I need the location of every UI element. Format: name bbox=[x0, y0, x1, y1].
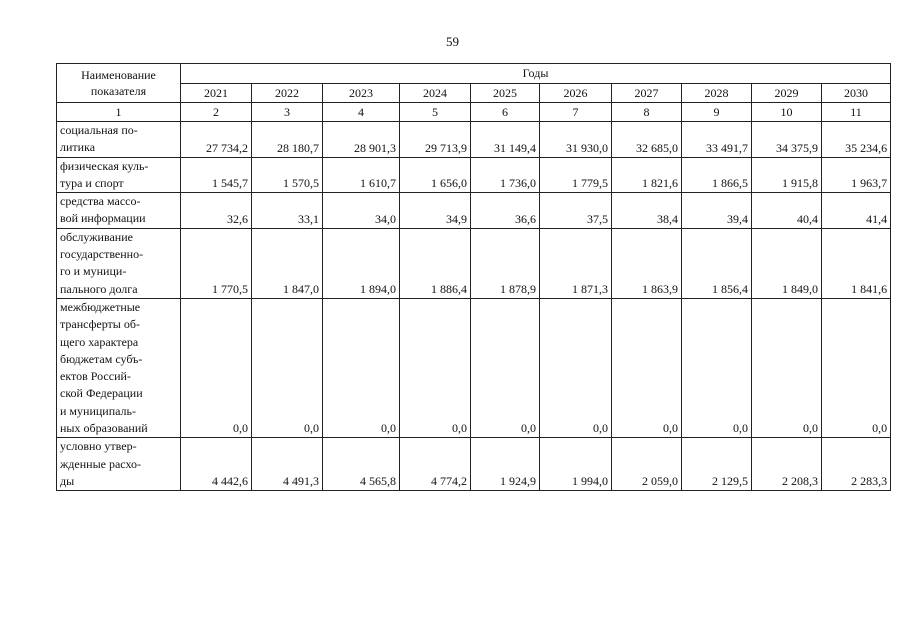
table-row bbox=[57, 438, 891, 491]
value-cell: 33,1 bbox=[252, 193, 323, 229]
value-cell: 1 847,0 bbox=[252, 228, 323, 298]
table-row bbox=[57, 122, 891, 158]
value-cell: 1 866,5 bbox=[682, 157, 752, 193]
year-header-cell: 2021 bbox=[181, 84, 252, 103]
value-cell: 33 491,7 bbox=[682, 122, 752, 158]
row-label-cell: обслуживание государственно- го и муници- пального долга bbox=[57, 228, 181, 298]
row-label-cell: условно утвер- жденные расхо- ды bbox=[57, 438, 181, 491]
header-row-year-values bbox=[57, 84, 891, 103]
value-cell: 37,5 bbox=[540, 193, 612, 229]
column-number-cell: 9 bbox=[682, 103, 752, 122]
value-cell: 1 894,0 bbox=[323, 228, 400, 298]
value-cell: 0,0 bbox=[252, 298, 323, 437]
value-cell: 0,0 bbox=[612, 298, 682, 437]
value-cell: 28 901,3 bbox=[323, 122, 400, 158]
value-cell: 0,0 bbox=[682, 298, 752, 437]
column-number-cell: 4 bbox=[323, 103, 400, 122]
value-cell: 41,4 bbox=[822, 193, 891, 229]
value-cell: 4 774,2 bbox=[400, 438, 471, 491]
column-number-cell: 2 bbox=[181, 103, 252, 122]
year-header-cell: 2026 bbox=[540, 84, 612, 103]
value-cell: 29 713,9 bbox=[400, 122, 471, 158]
value-cell: 0,0 bbox=[400, 298, 471, 437]
page-number: 59 bbox=[446, 34, 459, 49]
column-number-cell: 3 bbox=[252, 103, 323, 122]
value-cell: 1 656,0 bbox=[400, 157, 471, 193]
value-cell: 0,0 bbox=[323, 298, 400, 437]
value-cell: 1 770,5 bbox=[181, 228, 252, 298]
row-label-cell: физическая куль- тура и спорт bbox=[57, 157, 181, 193]
budget-indicators-table bbox=[56, 63, 891, 491]
column-number-cell: 6 bbox=[471, 103, 540, 122]
column-number-cell: 7 bbox=[540, 103, 612, 122]
value-cell: 1 994,0 bbox=[540, 438, 612, 491]
value-cell: 2 283,3 bbox=[822, 438, 891, 491]
value-cell: 1 779,5 bbox=[540, 157, 612, 193]
value-cell: 28 180,7 bbox=[252, 122, 323, 158]
value-cell: 32,6 bbox=[181, 193, 252, 229]
value-cell: 4 565,8 bbox=[323, 438, 400, 491]
value-cell: 1 849,0 bbox=[752, 228, 822, 298]
year-header-cell: 2025 bbox=[471, 84, 540, 103]
value-cell: 1 841,6 bbox=[822, 228, 891, 298]
table-row bbox=[57, 193, 891, 229]
year-header-cell: 2024 bbox=[400, 84, 471, 103]
years-group-header: Годы bbox=[181, 64, 891, 84]
value-cell: 1 856,4 bbox=[682, 228, 752, 298]
row-label-cell: межбюджетные трансферты об- щего характера бюджетам субъ- ектов Россий- ской Федерации и муниципаль- ных образований bbox=[57, 298, 181, 437]
value-cell: 4 491,3 bbox=[252, 438, 323, 491]
value-cell: 34,9 bbox=[400, 193, 471, 229]
column-number-cell: 5 bbox=[400, 103, 471, 122]
header-row-column-numbers bbox=[57, 103, 891, 122]
value-cell: 38,4 bbox=[612, 193, 682, 229]
value-cell: 1 570,5 bbox=[252, 157, 323, 193]
year-header-cell: 2022 bbox=[252, 84, 323, 103]
value-cell: 0,0 bbox=[752, 298, 822, 437]
value-cell: 31 149,4 bbox=[471, 122, 540, 158]
year-header-cell: 2027 bbox=[612, 84, 682, 103]
column-number-cell: 1 bbox=[57, 103, 181, 122]
row-label-cell: социальная по- литика bbox=[57, 122, 181, 158]
table-body bbox=[57, 122, 891, 491]
column-number-cell: 11 bbox=[822, 103, 891, 122]
value-cell: 1 545,7 bbox=[181, 157, 252, 193]
value-cell: 1 886,4 bbox=[400, 228, 471, 298]
value-cell: 1 871,3 bbox=[540, 228, 612, 298]
value-cell: 1 863,9 bbox=[612, 228, 682, 298]
column-number-cell: 10 bbox=[752, 103, 822, 122]
value-cell: 0,0 bbox=[822, 298, 891, 437]
row-label-cell: средства массо- вой информации bbox=[57, 193, 181, 229]
value-cell: 2 129,5 bbox=[682, 438, 752, 491]
value-cell: 1 915,8 bbox=[752, 157, 822, 193]
value-cell: 27 734,2 bbox=[181, 122, 252, 158]
value-cell: 4 442,6 bbox=[181, 438, 252, 491]
column-number-cell: 8 bbox=[612, 103, 682, 122]
year-header-cell: 2029 bbox=[752, 84, 822, 103]
value-cell: 1 878,9 bbox=[471, 228, 540, 298]
value-cell: 2 059,0 bbox=[612, 438, 682, 491]
value-cell: 34,0 bbox=[323, 193, 400, 229]
value-cell: 40,4 bbox=[752, 193, 822, 229]
value-cell: 1 610,7 bbox=[323, 157, 400, 193]
value-cell: 0,0 bbox=[471, 298, 540, 437]
table-row bbox=[57, 157, 891, 193]
value-cell: 36,6 bbox=[471, 193, 540, 229]
value-cell: 1 924,9 bbox=[471, 438, 540, 491]
year-header-cell: 2028 bbox=[682, 84, 752, 103]
value-cell: 32 685,0 bbox=[612, 122, 682, 158]
value-cell: 1 736,0 bbox=[471, 157, 540, 193]
value-cell: 0,0 bbox=[540, 298, 612, 437]
value-cell: 35 234,6 bbox=[822, 122, 891, 158]
header-row-years bbox=[57, 64, 891, 84]
year-header-cell: 2030 bbox=[822, 84, 891, 103]
value-cell: 1 963,7 bbox=[822, 157, 891, 193]
value-cell: 34 375,9 bbox=[752, 122, 822, 158]
value-cell: 2 208,3 bbox=[752, 438, 822, 491]
value-cell: 39,4 bbox=[682, 193, 752, 229]
value-cell: 31 930,0 bbox=[540, 122, 612, 158]
table-row bbox=[57, 298, 891, 437]
year-header-cell: 2023 bbox=[323, 84, 400, 103]
value-cell: 0,0 bbox=[181, 298, 252, 437]
value-cell: 1 821,6 bbox=[612, 157, 682, 193]
table-row bbox=[57, 228, 891, 298]
indicator-column-header: Наименование показателя bbox=[57, 64, 181, 103]
